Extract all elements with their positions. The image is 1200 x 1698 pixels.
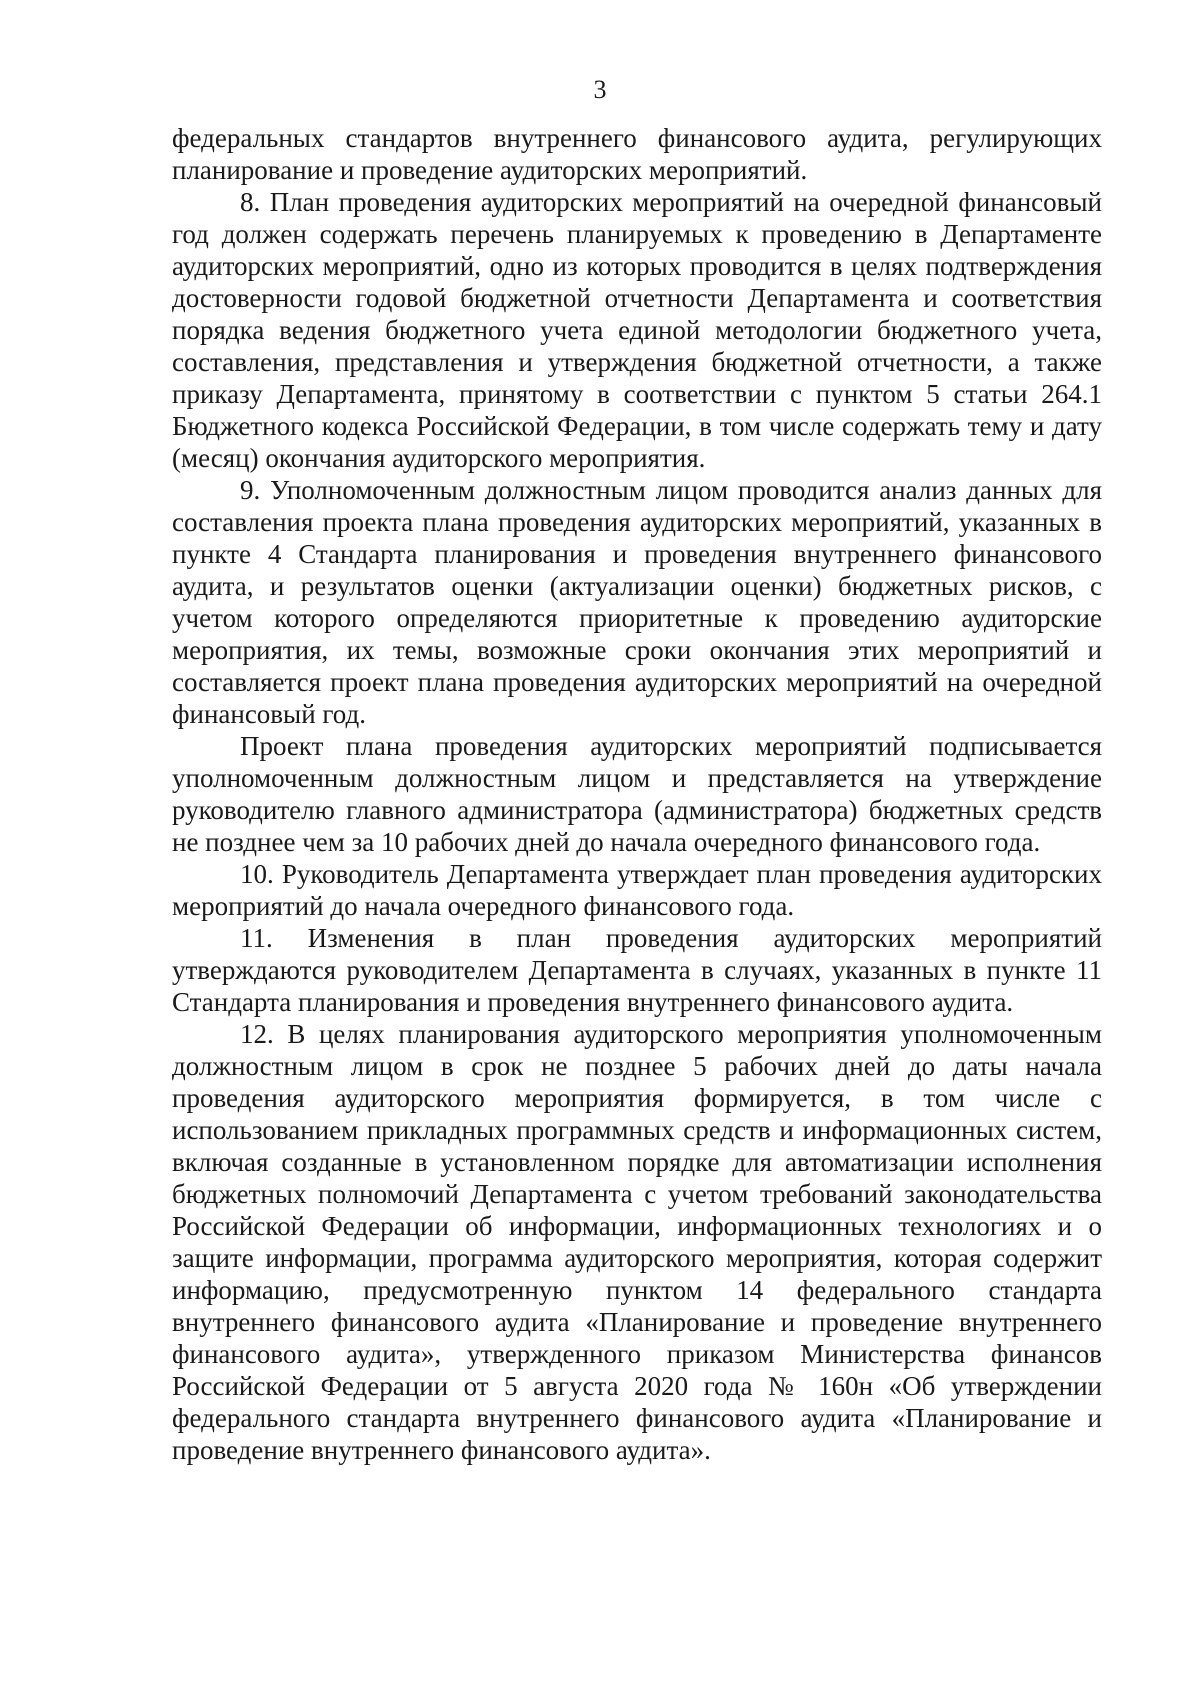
paragraph-continuation: федеральных стандартов внутреннего финансового аудита, регулирующих планирование и проведение аудиторских мероприятий. [172,123,1102,185]
paragraph-item-11: 11. Изменения в план проведения аудиторских мероприятий утверждаются руководителем Департамента в случаях, указанных в пункте 11 Стандарта планирования и проведения внутреннего финансового аудита. [172,923,1102,1017]
paragraph-item-9-project: Проект плана проведения аудиторских мероприятий подписывается уполномоченным должностным лицом и представляется на утверждение руководителю главного администратора (администратора) бюджетных средств не позднее чем за 10 рабочих дней до начала очередного финансового года. [172,731,1102,857]
document-body [172,122,1102,1466]
paragraph-item-9: 9. Уполномоченным должностным лицом проводится анализ данных для составления проекта плана проведения аудиторских мероприятий, указанных в пункте 4 Стандарта планирования и проведения внутреннего финансового аудита, и результатов оценки (актуализации оценки) бюджетных рисков, с учетом которого определяются приоритетные к проведению аудиторские мероприятия, их темы, возможные сроки окончания этих мероприятий и составляется проект плана проведения аудиторских мероприятий на очередной финансовый год. [172,475,1102,729]
paragraph-item-8: 8. План проведения аудиторских мероприятий на очередной финансовый год должен содержать перечень планируемых к проведению в Департаменте аудиторских мероприятий, одно из которых проводится в целях подтверждения достоверности годовой бюджетной отчетности Департамента и соответствия порядка ведения бюджетного учета единой методологии бюджетного учета, составления, представления и утверждения бюджетной отчетности, а также приказу Департамента, принятому в соответствии с пунктом 5 статьи 264.1 Бюджетного кодекса Российской Федерации, в том числе содержать тему и дату (месяц) окончания аудиторского мероприятия. [172,187,1102,473]
page-number: 3 [593,75,607,104]
paragraph-item-10: 10. Руководитель Департамента утверждает план проведения аудиторских мероприятий до начала очередного финансового года. [172,859,1102,921]
paragraph-item-12: 12. В целях планирования аудиторского мероприятия уполномоченным должностным лицом в срок не позднее 5 рабочих дней до даты начала проведения аудиторского мероприятия формируется, в том числе с использованием прикладных программных средств и информационных систем, включая созданные в установленном порядке для автоматизации исполнения бюджетных полномочий Департамента с учетом требований законодательства Российской Федерации об информации, информационных технологиях и о защите информации, программа аудиторского мероприятия, которая содержит информацию, предусмотренную пунктом 14 федерального стандарта внутреннего финансового аудита «Планирование и проведение внутреннего финансового аудита», утвержденного приказом Министерства финансов Российской Федерации от 5 августа 2020 года № 160н «Об утверждении федерального стандарта внутреннего финансового аудита «Планирование и проведение внутреннего финансового аудита». [172,1019,1102,1465]
